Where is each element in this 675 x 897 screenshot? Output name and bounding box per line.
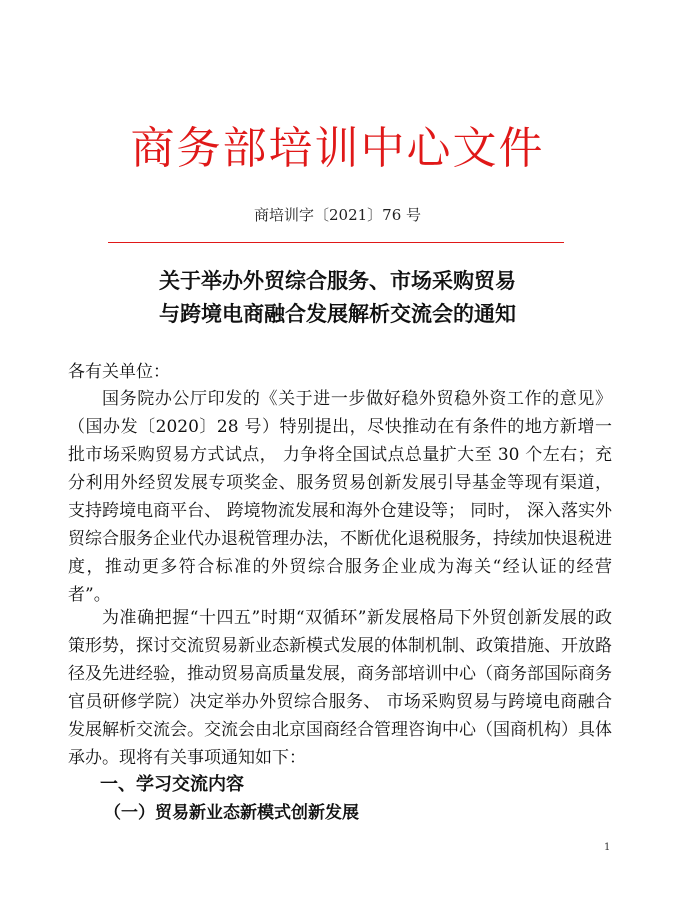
red-divider bbox=[108, 242, 564, 243]
body-paragraph-1: 国务院办公厅印发的《关于进一步做好稳外贸稳外资工作的意见》（国办发〔2020〕28 号）特别提出，尽快推动在有条件的地方新增一批市场采购贸易方式试点， 力争将全国试点总量扩大至 30 个左右；充分利用外经贸发展专项奖金、服务贸易创新发展引导基金等现有渠道， 支持跨境电商平台、 跨境物流发展和海外仓建设等； 同时， 深入落实外贸综合服务企业代办退税管理办法，不断优化退税服务，持续加快退税进度，推动更多符合标准的外贸综合服务企业成为海关“经认证的经营者”。 bbox=[68, 389, 612, 605]
notice-title-line-2: 与跨境电商融合发展解析交流会的通知 bbox=[159, 301, 516, 326]
salutation: 各有关单位： bbox=[68, 362, 170, 382]
notice-title-line-1: 关于举办外贸综合服务、市场采购贸易 bbox=[159, 268, 516, 293]
body-paragraph-2: 为准确把握“十四五”时期“双循环”新发展格局下外贸创新发展的政策形势，探讨交流贸易新业态新模式发展的体制机制、政策措施、开放路径及先进经验，推动贸易高质量发展，商务部培训中心（商务部国际商务官员研修学院）决定举办外贸综合服务、 市场采购贸易与跨境电商融合发展解析交流会。交流会由北京国商经合管理咨询中心（国商机构）具体承办。现将有关事项通知如下： bbox=[68, 608, 612, 768]
subsection-heading-1: （一）贸易新业态新模式创新发展 bbox=[104, 803, 359, 823]
notice-title bbox=[0, 264, 675, 330]
page-number: 1 bbox=[604, 842, 611, 853]
document-number: 商培训字〔2021〕76 号 bbox=[253, 206, 422, 224]
issuer-title: 商务部培训中心文件 bbox=[130, 123, 545, 174]
section-heading-1: 一、学习交流内容 bbox=[100, 774, 244, 795]
